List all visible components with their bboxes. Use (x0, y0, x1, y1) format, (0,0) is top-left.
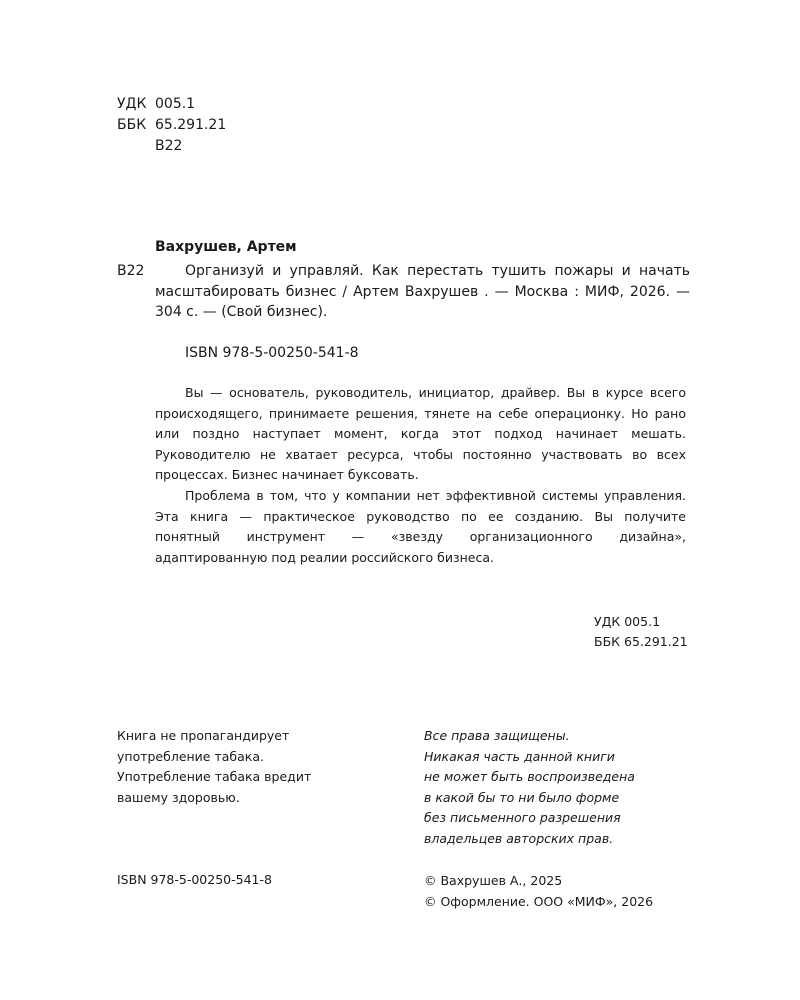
udk-value: 005.1 (155, 96, 196, 112)
bbk-bottom: ББК 65.291.21 (594, 634, 688, 649)
udk-label: УДК (117, 96, 147, 112)
author-sign: В22 (155, 138, 183, 154)
copyright-notice (424, 870, 653, 912)
health-line: употребление табака. (117, 748, 264, 764)
bbk-label: ББК (117, 117, 147, 133)
rights-line: Все права защищены. (424, 728, 570, 743)
classification-top (117, 94, 226, 157)
udk-bottom: УДК 005.1 (594, 614, 661, 629)
annotation-paragraph: Вы — основатель, руководитель, инициатор, драйвер. Вы в курсе всего происходящего, принимаете решения, тянете на себе операционку. Но рано или поздно наступает момент, когда этот подход начинает мешать. Руководителю не хватает ресурса, чтобы постоянно участвовать во всех процессах. Бизнес начинает буксовать. (155, 385, 686, 483)
bibliographic-description: Организуй и управляй. Как перестать тушить пожары и начать масштабировать бизнес / Артем Вахрушев . — Москва : МИФ, 2026. — 304 с. — (Свой бизнес). (155, 263, 690, 320)
copyright-design: © Оформление. ООО «МИФ», 2026 (424, 894, 654, 909)
copyright-author: © Вахрушев А., 2025 (424, 873, 563, 888)
health-line: Употребление табака вредит (117, 769, 312, 784)
catalog-code: В22 (117, 263, 145, 279)
health-notice (117, 726, 377, 808)
rights-line: владельцев авторских прав. (424, 830, 614, 846)
annotation-paragraph: Проблема в том, что у компании нет эффективной системы управления. Эта книга — практическое руководство по ее созданию. Вы получите понятный инструмент — «звезду организационного дизайна», адаптированную под реалии российского бизнеса. (155, 487, 686, 565)
udk-row (117, 94, 226, 115)
health-line: Книга не пропагандирует (117, 728, 290, 743)
health-line: вашему здоровью. (117, 789, 240, 805)
rights-line: в какой бы то ни было форме (424, 789, 620, 805)
rights-line: без письменного разрешения (424, 810, 621, 825)
annotation (155, 383, 686, 568)
bbk-row (117, 115, 226, 136)
rights-line: Никакая часть данной книги (424, 748, 615, 764)
rights-notice (424, 726, 635, 849)
isbn-main: ISBN 978-5-00250-541-8 (185, 345, 359, 361)
rights-line: не может быть воспроизведена (424, 769, 635, 784)
bbk-value: 65.291.21 (155, 117, 227, 133)
author-heading: Вахрушев, Артем (155, 239, 297, 255)
isbn-bottom: ISBN 978-5-00250-541-8 (117, 872, 272, 887)
classification-bottom (594, 612, 688, 652)
